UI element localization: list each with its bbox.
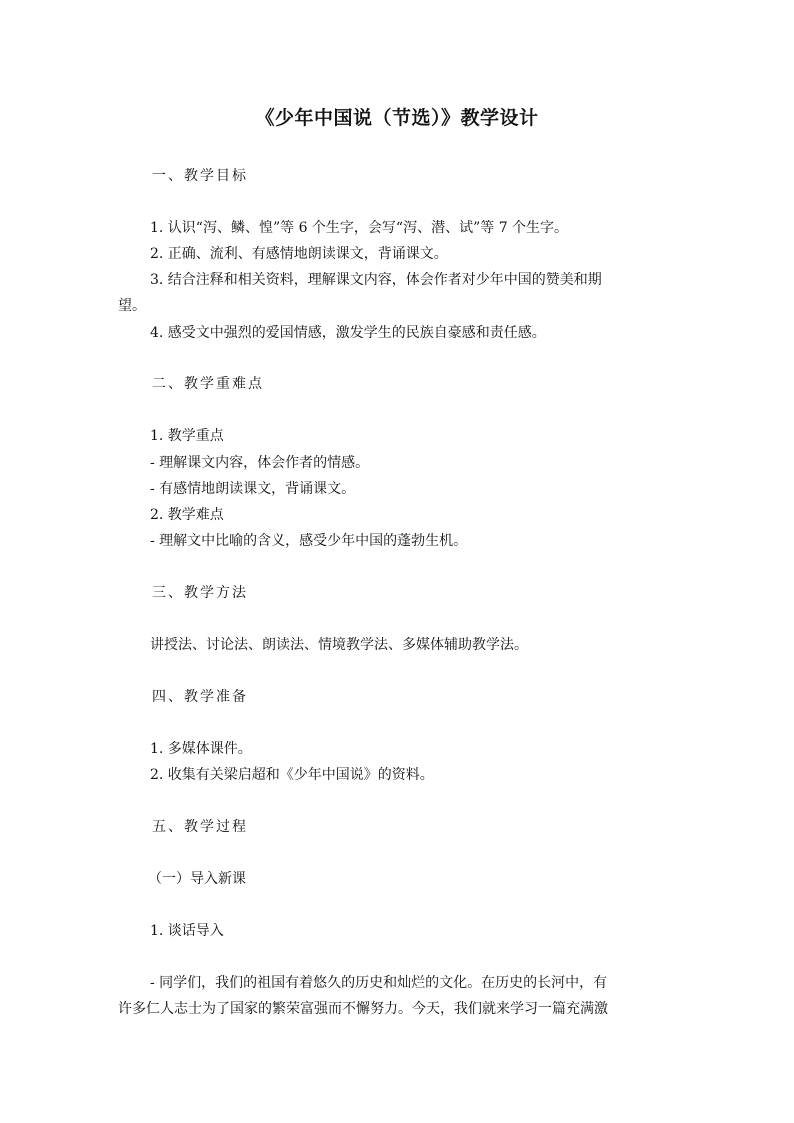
section-heading-key-points: 二、教学重难点 — [152, 376, 264, 392]
methods-text: 讲授法、讨论法、朗读法、情境教学法、多媒体辅助教学法。 — [150, 637, 528, 653]
key-point-item: - 理解课文内容，体会作者的情感。 — [150, 455, 370, 471]
step-heading: 1. 谈话导入 — [150, 923, 224, 939]
objective-3: 3. 结合注释和相关资料，理解课文内容，体会作者对少年中国的赞美和期 — [150, 272, 602, 288]
subsection-heading: （一）导入新课 — [148, 871, 246, 887]
section-heading-preparation: 四、教学准备 — [152, 689, 248, 705]
document-title: 《少年中国说（节选）》教学设计 — [255, 107, 539, 129]
preparation-1: 1. 多媒体课件。 — [150, 741, 252, 757]
paragraph-line: - 同学们，我们的祖国有着悠久的历史和灿烂的文化。在历史的长河中，有 — [150, 975, 608, 991]
preparation-2: 2. 收集有关梁启超和《少年中国说》的资料。 — [150, 767, 434, 783]
objective-3-continued: 望。 — [118, 298, 146, 314]
section-heading-methods: 三、教学方法 — [152, 585, 248, 601]
key-point-label: 1. 教学重点 — [150, 428, 224, 444]
section-heading-objectives: 一、教学目标 — [152, 168, 248, 184]
objective-2: 2. 正确、流利、有感情地朗读课文，背诵课文。 — [150, 246, 448, 262]
section-heading-process: 五、教学过程 — [152, 819, 248, 835]
key-point-item: - 有感情地朗读课文，背诵课文。 — [150, 481, 356, 497]
paragraph-line: 许多仁人志士为了国家的繁荣富强而不懈努力。今天，我们就来学习一篇充满激 — [118, 1001, 608, 1017]
difficulty-label: 2. 教学难点 — [150, 507, 224, 523]
difficulty-item: - 理解文中比喻的含义，感受少年中国的蓬勃生机。 — [150, 533, 468, 549]
objective-1: 1. 认识“泻、鳞、惶”等 6 个生字，会写“泻、潜、试”等 7 个生字。 — [150, 220, 569, 236]
objective-4: 4. 感受文中强烈的爱国情感，激发学生的民族自豪感和责任感。 — [150, 325, 546, 341]
